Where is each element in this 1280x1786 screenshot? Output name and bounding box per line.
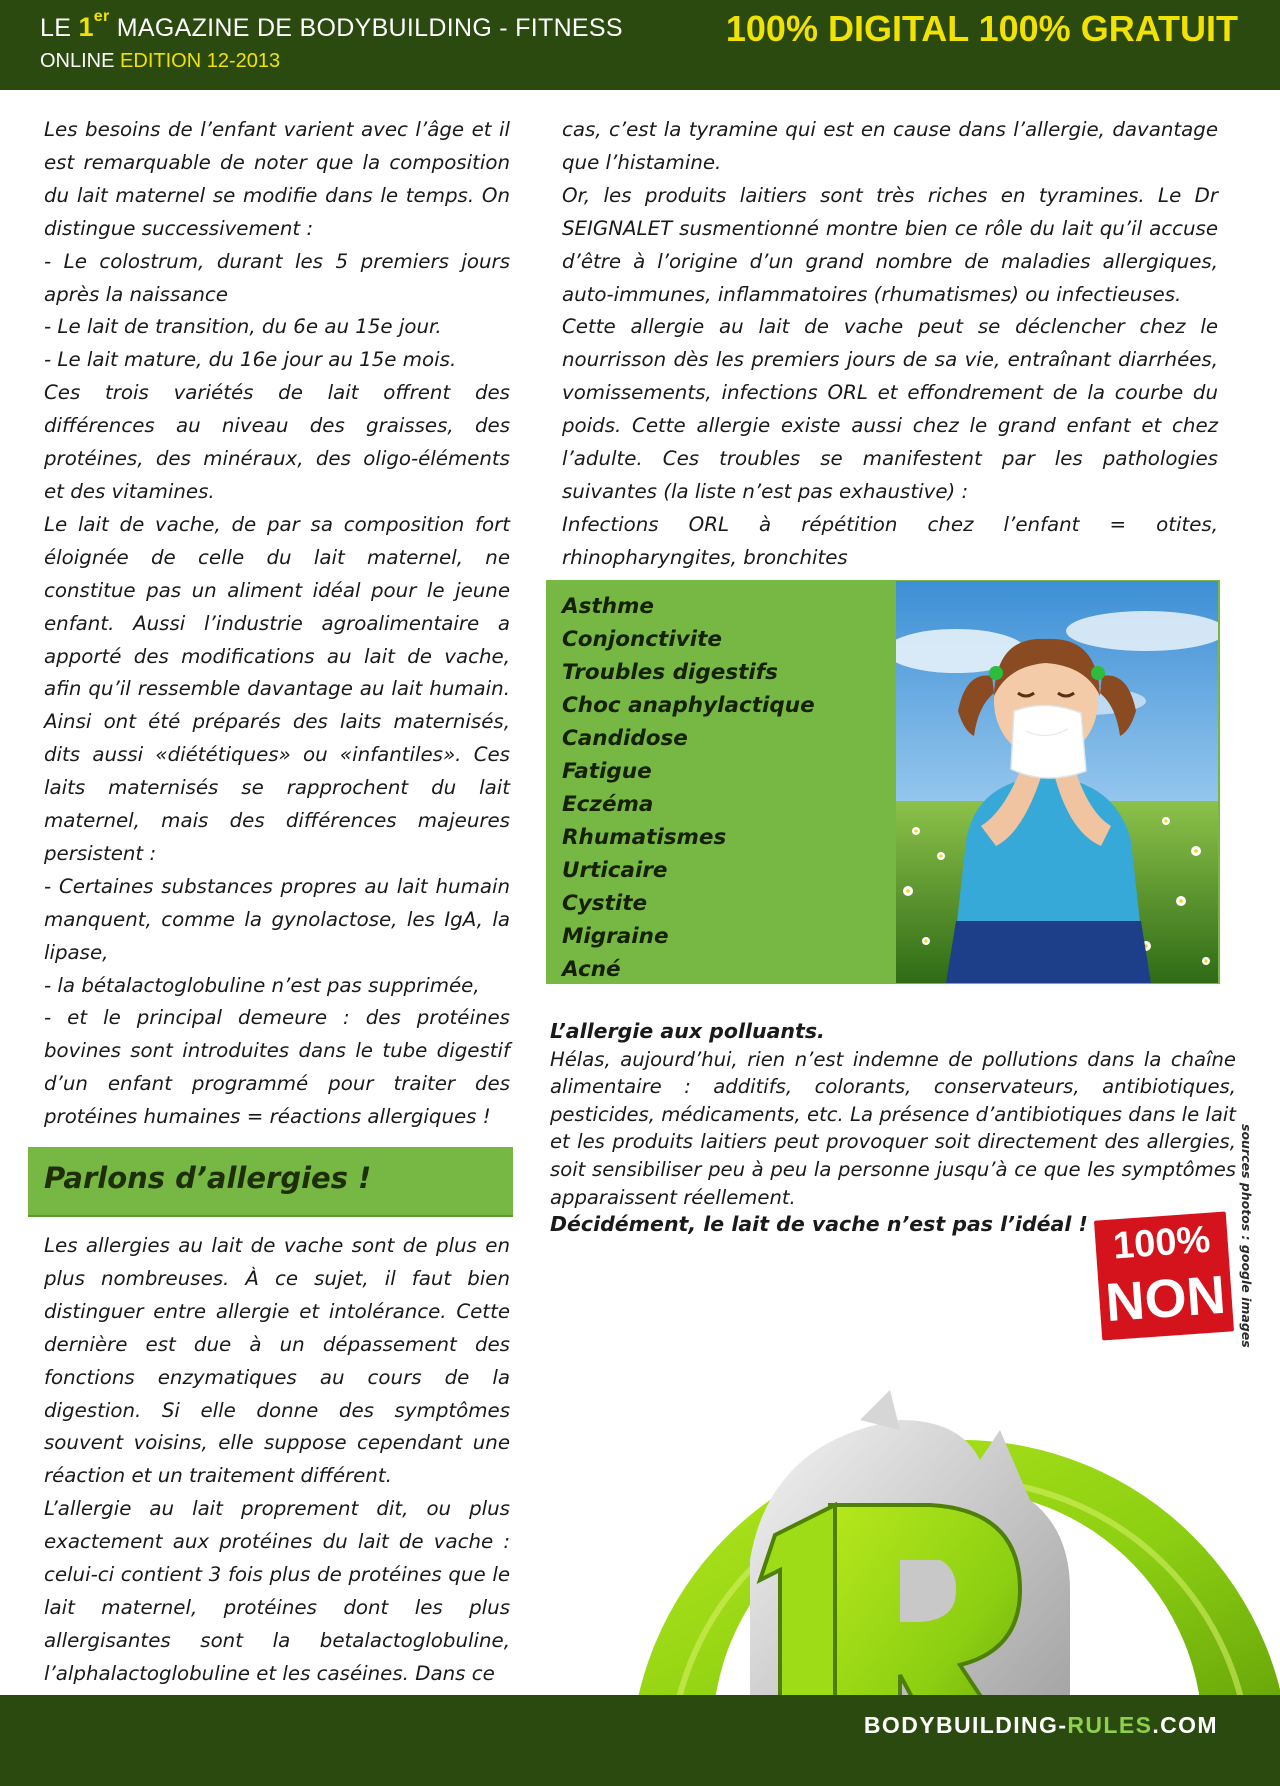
paragraph: Les allergies au lait de vache sont de plus en plus nombreuses. À ce sujet, il faut bien distinguer entre allergie et intolérance. Cette dernière est due à un dépassement des fonctions enzymatiques au cours de la digestion. Si elle donne des symptômes souvent voisins, elle suppose cependant une réaction et un traitement différent. [44, 1234, 510, 1488]
edition-line [40, 50, 280, 73]
pollutants-heading: L’allergie aux polluants. [550, 1019, 825, 1043]
tagline-number: 1 [78, 12, 94, 42]
paragraph: cas, c’est la tyramine qui est en cause dans l’allergie, davantage que l’histamine. [562, 118, 1218, 174]
tagline-prefix: LE [40, 14, 79, 42]
list-item: Troubles digestifs [562, 660, 778, 685]
paragraph: Les besoins de l’enfant varient avec l’âge et il est remarquable de noter que la composition du lait maternel se modifie dans le temps. On distingue successivement : [44, 118, 510, 240]
list-item: Eczéma [562, 792, 654, 817]
digital-gratuit-slogan: 100% DIGITAL 100% GRATUIT [725, 8, 1238, 49]
left-column-text [44, 114, 510, 1134]
site-url-part: BODYBUILDING- [863, 1712, 1068, 1738]
paragraph: - la bétalactoglobuline n’est pas supprimée, [44, 973, 480, 997]
paragraph: - Le colostrum, durant les 5 premiers jours après la naissance [44, 249, 510, 306]
magazine-tagline [40, 8, 623, 43]
photo-sources-credit: sources photos : google images [1239, 1124, 1254, 1348]
pollutants-section [550, 1018, 1236, 1239]
list-item: Urticaire [562, 858, 668, 883]
site-url-part: .COM [1152, 1712, 1218, 1738]
list-item: Choc anaphylactique [562, 693, 815, 718]
right-column-text [562, 114, 1218, 575]
site-url[interactable] [864, 1712, 1218, 1739]
allergy-list [562, 590, 815, 986]
online-label: ONLINE [40, 50, 121, 72]
list-item: Fatigue [562, 759, 652, 784]
tagline-superscript: er [93, 8, 110, 25]
list-item: Conjonctivite [562, 627, 722, 652]
pollutants-text: Hélas, aujourd’hui, rien n’est indemne de pollutions dans la chaîne alimentaire : additifs, colorants, conservateurs, antibiotiques, pesticides, médicaments, etc. La présence d’antibiotiques dans le lait et les produits laitiers peut provoquer soit directement des allergies, soit sensibiliser peu à peu la personne jusqu’à ce que les symptômes apparaissent réellement. [550, 1047, 1236, 1209]
paragraph: Le lait de vache, de par sa composition fort éloignée de celle du lait maternel, ne constitue pas un aliment idéal pour le jeune enfant. Aussi l’industrie agroalimentaire a apporté des modifications au lait de vache, afin qu’il ressemble davantage au lait humain. Ainsi ont été préparés des laits maternisés, dits aussi «diététiques» ou «infantiles». Ces laits maternisés se rapprochent du lait maternel, mais des différences majeures persistent : [44, 512, 510, 865]
list-item: Candidose [562, 726, 688, 751]
edition-label: EDITION 12-2013 [120, 50, 281, 72]
pollutants-conclusion: Décidément, le lait de vache n’est pas l’idéal ! [550, 1212, 1088, 1237]
paragraph: Cette allergie au lait de vache peut se déclencher chez le nourrisson dès les premiers jours de sa vie, entraînant diarrhées, vomissements, infections ORL et effondrement de la courbe du poids. Cette allergie existe aussi chez le grand enfant et chez l’adulte. Ces troubles se manifestent par les pathologies suivantes (la liste n’est pas exhaustive) : [562, 315, 1218, 503]
left-column-text-lower [44, 1230, 510, 1691]
paragraph: - Le lait de transition, du 6e au 15e jour. [44, 315, 442, 339]
list-item: Cystite [562, 891, 648, 916]
stamp-word: NON [1103, 1264, 1228, 1334]
magazine-footer [0, 1695, 1280, 1786]
list-item: Asthme [562, 594, 655, 619]
paragraph: Ces trois variétés de lait offrent des différences au niveau des graisses, des protéines, des minéraux, des oligo-éléments et des vitamines. [44, 381, 510, 503]
tagline-title: MAGAZINE DE BODYBUILDING - FITNESS [109, 14, 623, 42]
list-item: Rhumatismes [562, 825, 727, 850]
list-item: Migraine [562, 924, 669, 949]
section-heading-banner [28, 1147, 513, 1217]
magazine-header [0, 0, 1280, 90]
site-url-part: RULES [1067, 1712, 1153, 1738]
section-heading: Parlons d’allergies ! [44, 1161, 372, 1195]
stamp-percent: 100% [1111, 1218, 1212, 1268]
child-sneezing-photo [896, 581, 1218, 983]
paragraph: - et le principal demeure : des protéines bovines sont introduites dans le tube digestif d’un enfant programmé pour traiter des protéines humaines = réactions allergiques ! [44, 1006, 510, 1129]
paragraph: L’allergie au lait proprement dit, ou plus exactement aux protéines du lait de vache : celui-ci contient 3 fois plus de protéines que le lait maternel, protéines dont les plus allergisantes sont la betalactoglobuline, l’alphalactoglobuline et les caséines. Dans ce [44, 1497, 510, 1685]
paragraph: - Le lait mature, du 16e jour au 15e mois. [44, 348, 457, 372]
list-item: Acné [562, 957, 621, 982]
paragraph: Infections ORL à répétition chez l’enfant = otites, rhinopharyngites, bronchites [562, 512, 1218, 569]
paragraph: - Certaines substances propres au lait humain manquent, comme la gynolactose, les IgA, la lipase, [44, 874, 510, 964]
paragraph: Or, les produits laitiers sont très riches en tyramines. Le Dr SEIGNALET susmentionné montre bien ce rôle du lait qu’il accuse d’être à l’origine d’un grand nombre de maladies allergiques, auto-immunes, inflammatoires (rhumatismes) ou infectieuses. [562, 183, 1218, 306]
